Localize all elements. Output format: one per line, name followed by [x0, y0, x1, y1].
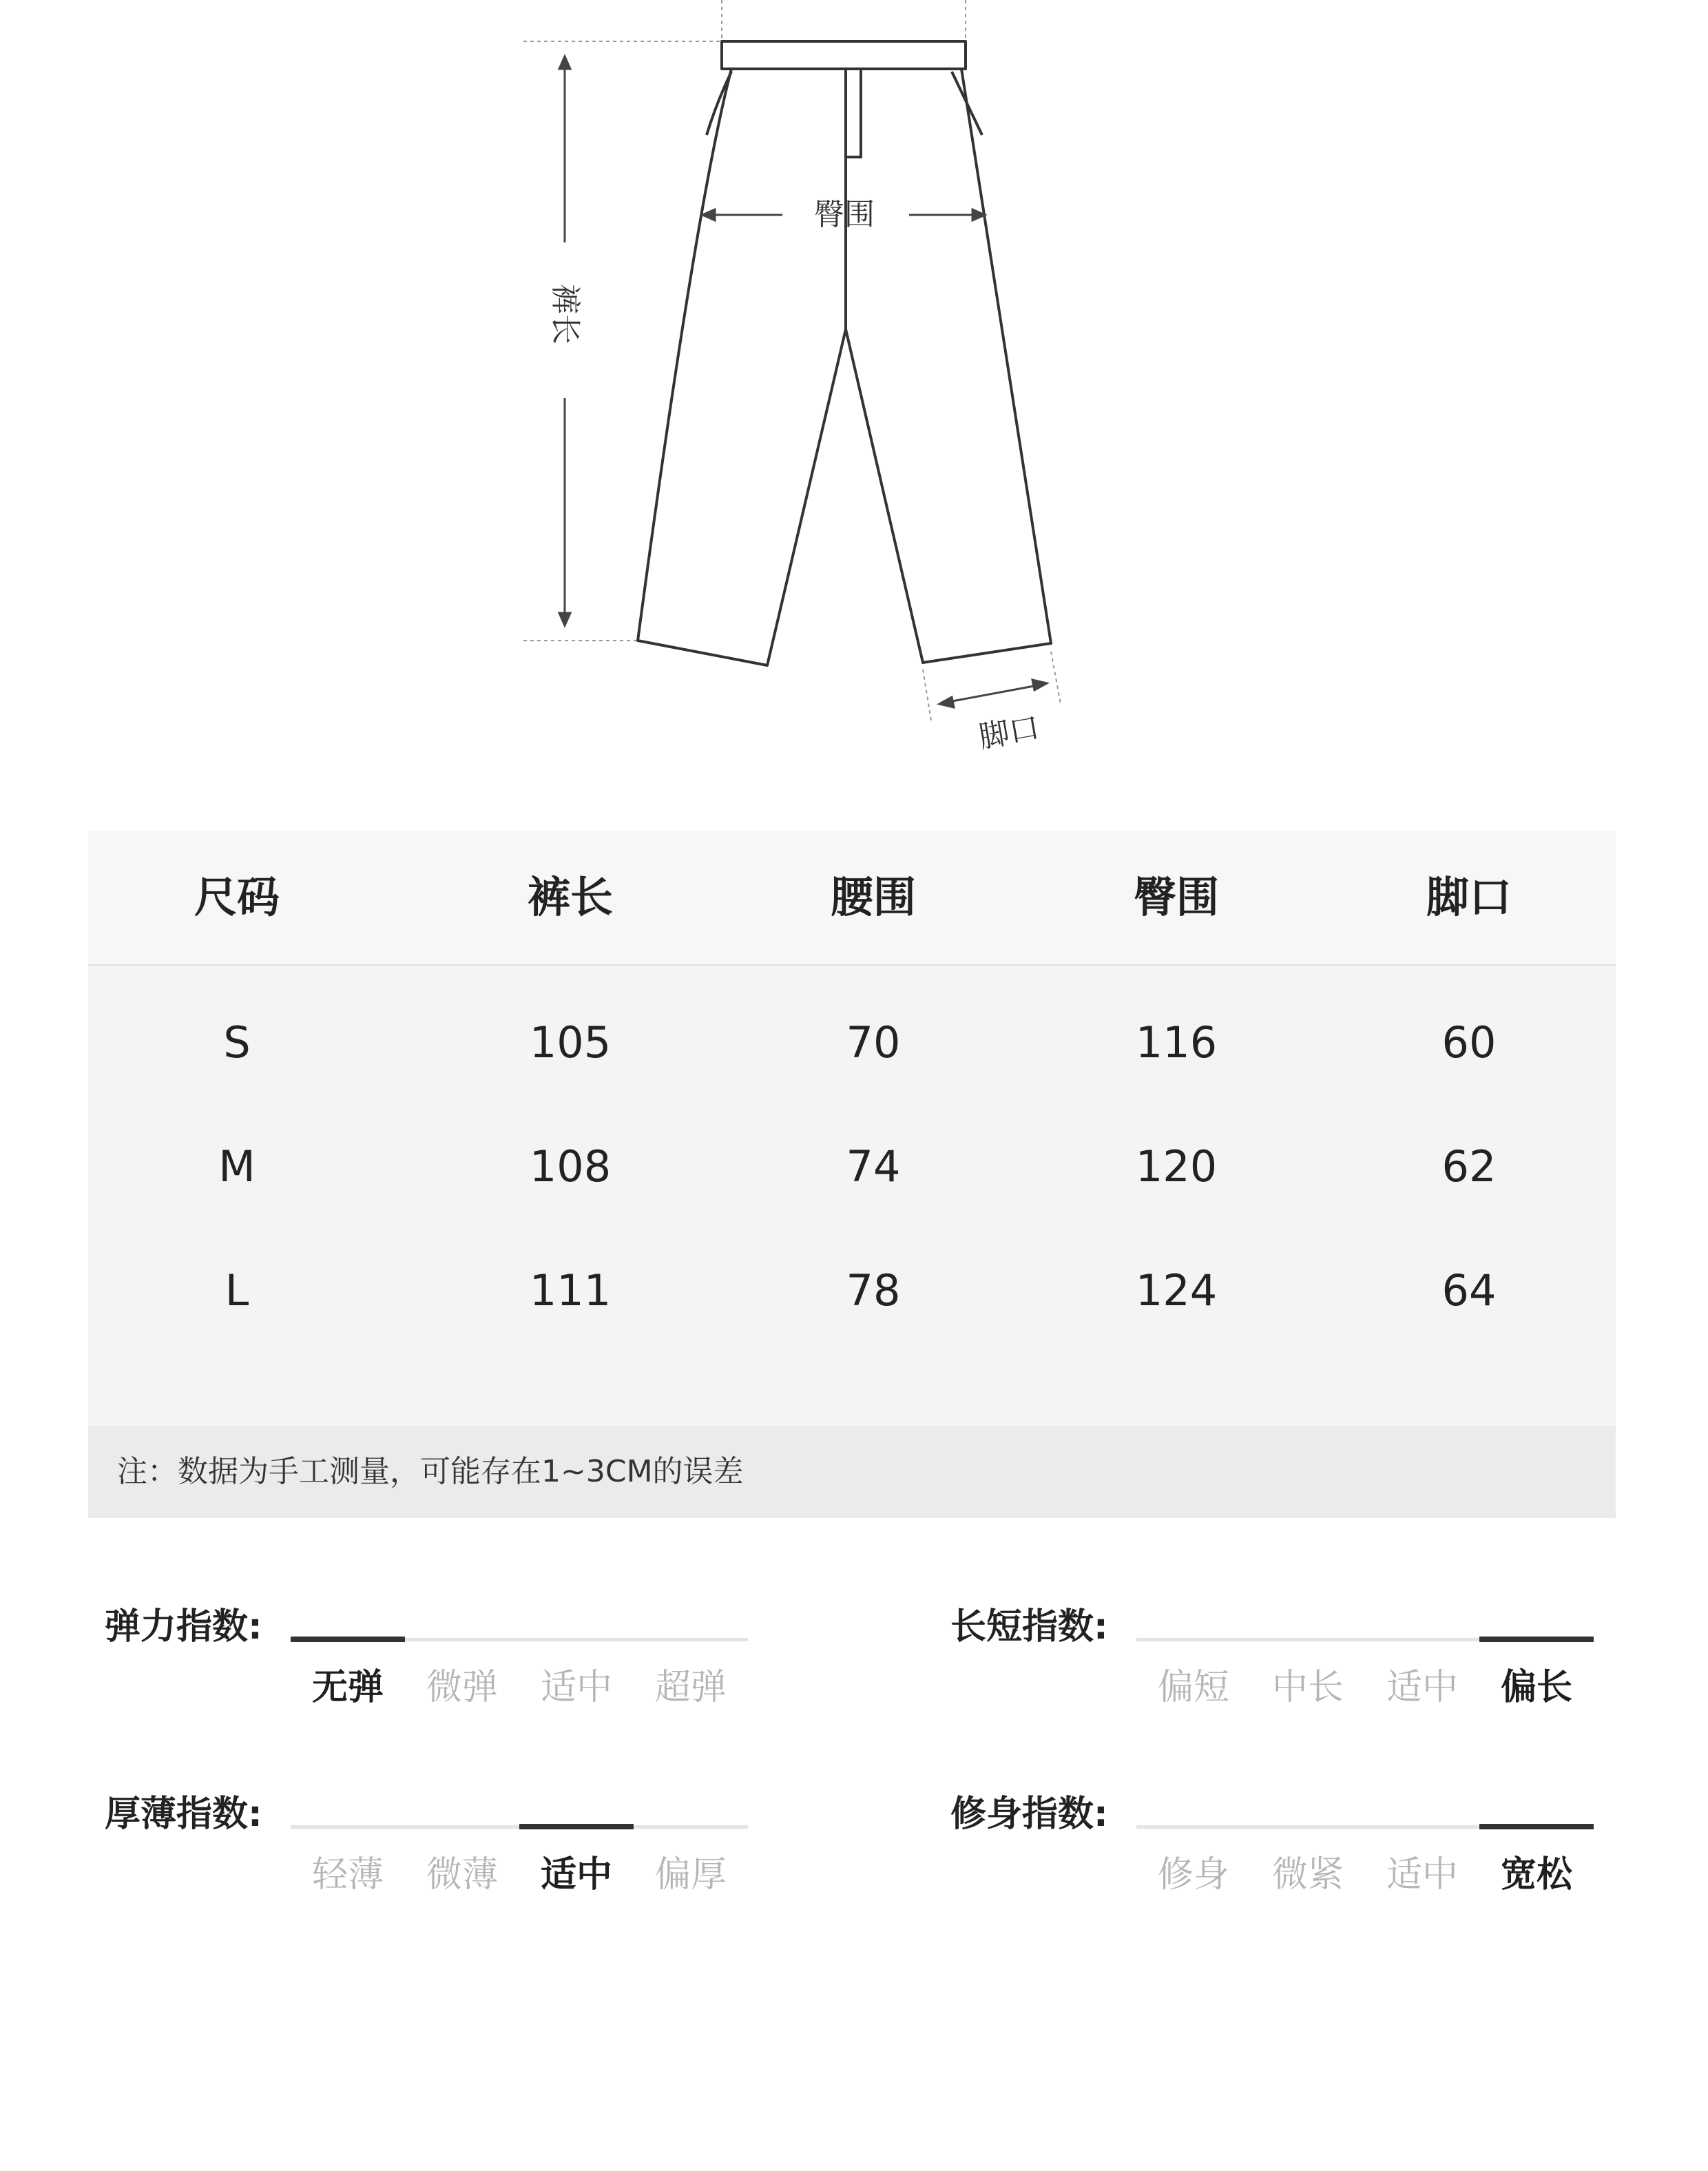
length-arrowhead-down	[559, 613, 570, 625]
length-cell: 108	[529, 1141, 612, 1192]
size-cell: M	[218, 1141, 256, 1192]
size-cell: L	[225, 1265, 249, 1316]
hip-cell: 124	[1135, 1265, 1218, 1316]
size-table-body	[88, 966, 1616, 1426]
hip-arrowhead-left	[702, 209, 715, 220]
length-cell: 111	[529, 1265, 612, 1316]
elasticity-index	[105, 1599, 766, 1708]
index-option: 偏短	[1157, 1667, 1229, 1708]
pants-measurement-diagram	[0, 0, 1708, 785]
length-cell: 105	[529, 1017, 612, 1068]
right-pocket	[952, 72, 982, 135]
index-option: 适中	[540, 1667, 612, 1708]
index-option: 偏长	[1500, 1667, 1572, 1708]
size-cell: S	[223, 1017, 251, 1068]
waistband-outline	[722, 41, 966, 69]
hem-arrowhead-left	[939, 697, 954, 707]
index-option: 中长	[1271, 1667, 1344, 1708]
index-track	[291, 1638, 748, 1641]
header-size: 尺码	[194, 872, 280, 922]
hem-guide-right	[1051, 652, 1061, 704]
index-track	[1136, 1825, 1594, 1829]
hip-cell: 120	[1135, 1141, 1218, 1192]
index-selected-segment	[519, 1824, 634, 1829]
index-option: 轻薄	[311, 1854, 384, 1895]
index-label: 长短指数:	[950, 1606, 1108, 1648]
index-option: 适中	[1386, 1667, 1458, 1708]
index-option: 修身	[1157, 1854, 1229, 1895]
table-row	[88, 1249, 1616, 1332]
index-option: 微弹	[426, 1667, 498, 1708]
index-selected-segment	[1479, 1824, 1594, 1829]
length-arrowhead-up	[559, 56, 570, 69]
header-length: 裤长	[527, 872, 613, 922]
length-label: 裤长	[548, 284, 583, 344]
index-option: 适中	[540, 1854, 612, 1895]
thickness-index	[105, 1787, 766, 1895]
header-waist: 腰围	[830, 872, 916, 922]
index-track	[291, 1825, 748, 1829]
size-table-header	[88, 831, 1616, 966]
index-option: 宽松	[1500, 1854, 1572, 1895]
measurement-note-text: 注：数据为手工测量，可能存在1~3CM的误差	[117, 1454, 744, 1489]
index-option: 微薄	[426, 1854, 498, 1895]
header-hem: 脚口	[1426, 872, 1512, 922]
index-label: 弹力指数:	[105, 1606, 262, 1648]
hem-guide-left	[923, 669, 931, 720]
fly-placket	[847, 69, 861, 157]
hem-arrowhead-right	[1032, 680, 1047, 690]
hem-cell: 64	[1441, 1265, 1497, 1316]
hem-arrow	[945, 685, 1041, 703]
waist-cell: 78	[846, 1265, 901, 1316]
header-hip: 臀围	[1133, 872, 1219, 922]
size-table	[88, 831, 1616, 1518]
hem-cell: 62	[1441, 1141, 1497, 1192]
waist-cell: 70	[846, 1017, 901, 1068]
index-selected-segment	[291, 1637, 405, 1642]
index-label: 厚薄指数:	[105, 1794, 262, 1835]
hip-cell: 116	[1135, 1017, 1218, 1068]
fit-index	[950, 1787, 1612, 1895]
hem-label: 脚口	[976, 709, 1043, 756]
measurement-note	[88, 1426, 1616, 1518]
index-track	[1136, 1638, 1594, 1641]
hem-cell: 60	[1441, 1017, 1497, 1068]
table-row	[88, 1001, 1616, 1084]
waist-cell: 74	[846, 1141, 901, 1192]
index-label: 修身指数:	[950, 1794, 1108, 1835]
index-option: 偏厚	[654, 1854, 727, 1895]
length-index	[950, 1599, 1612, 1708]
index-option: 微紧	[1271, 1854, 1344, 1895]
hip-label: 臀围	[814, 197, 875, 232]
index-option: 超弹	[654, 1667, 727, 1708]
index-selected-segment	[1479, 1637, 1594, 1642]
index-option: 适中	[1386, 1854, 1458, 1895]
index-option: 无弹	[311, 1667, 384, 1708]
table-row	[88, 1125, 1616, 1208]
